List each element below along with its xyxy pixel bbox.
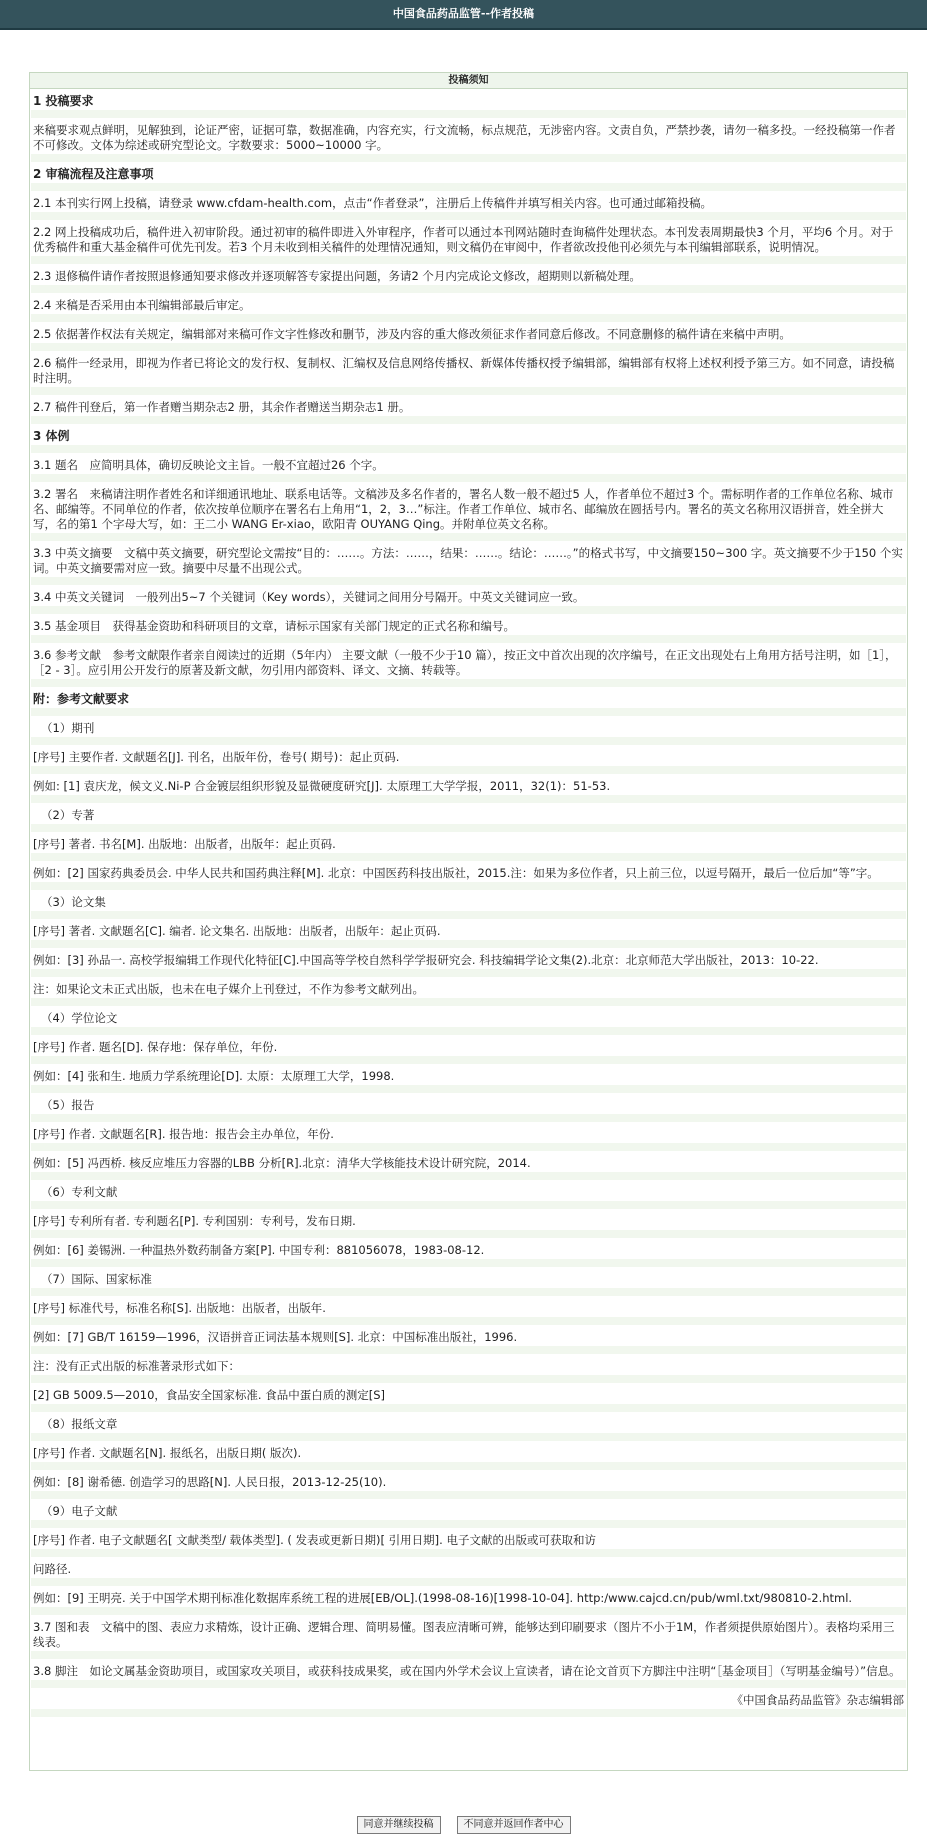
action-buttons [0, 1816, 927, 1834]
notice-paragraph: 3.1 题名 应简明具体，确切反映论文主旨。一般不宜超过26 个字。 [31, 453, 906, 482]
notice-paragraph: [序号] 著者. 书名[M]. 出版地：出版者，出版年：起止页码. [31, 832, 906, 861]
agree-continue-button[interactable]: 同意并继续投稿 [357, 1816, 441, 1834]
notice-paragraph: 3.8 脚注 如论文属基金资助项目，或国家攻关项目，或获科技成果奖，或在国内外学术会议上宣读者，请在论文首页下方脚注中注明“［基金项目］（写明基金编号）”信息。 [31, 1659, 906, 1688]
subsection-label: （8）报纸文章 [31, 1412, 906, 1441]
notice-paragraph: 注：如果论文未正式出版，也未在电子媒介上刊登过，不作为参考文献列出。 [31, 977, 906, 1006]
subsection-label: （4）学位论文 [31, 1006, 906, 1035]
notice-paragraph: 例如：[6] 姜锡洲. 一种温热外数药制备方案[P]. 中国专利：881056078，1983-08-12. [31, 1238, 906, 1267]
notice-paragraph: 例如: [1] 袁庆龙，候文义.Ni-P 合金镀层组织形貌及显微硬度研究[J]. 太原理工大学学报，2011，32(1)：51-53. [31, 774, 906, 803]
subsection-label: （6）专利文献 [31, 1180, 906, 1209]
notice-paragraph: 例如：[9] 王明亮. 关于中国学术期刊标准化数据库系统工程的进展[EB/OL].(1998-08-16)[1998-10-04]. http:/www.cajcd.cn/pub/wml.txt/980810-2.html. [31, 1586, 906, 1615]
top-bar [0, 0, 927, 30]
section-heading: 3 体例 [31, 424, 906, 453]
notice-paragraph: 2.2 网上投稿成功后，稿件进入初审阶段。通过初审的稿件即进入外审程序，作者可以通过本刊网站随时查询稿件处理状态。本刊发表周期最快3 个月，平均6 个月。对于优秀稿件和重大基金稿件可优先刊发。若3 个月未收到相关稿件的处理情况通知，则文稿仍在审阅中，作者欲改投他刊必须先与本刊编辑部联系，说明情况。 [31, 220, 906, 264]
notice-paragraph: 例如：[4] 张和生. 地质力学系统理论[D]. 太原：太原理工大学，1998. [31, 1064, 906, 1093]
notice-paragraph: 3.2 署名 来稿请注明作者姓名和详细通讯地址、联系电话等。文稿涉及多名作者的，署名人数一般不超过5 人，作者单位不超过3 个。需标明作者的工作单位名称、城市名、邮编等。不同单位的作者，依次按单位顺序在署名右上角用“1，2，3…”标注。作者工作单位、城市名、邮编放在圆括号内。署名的英文名称用汉语拼音，姓全拼大写，名的第1 个字母大写，如：王二小 WANG Er-xiao，欧阳青 OUYANG Qing。并附单位英文名称。 [31, 482, 906, 541]
notice-paragraph: 来稿要求观点鲜明，见解独到，论证严密，证据可靠，数据准确，内容充实，行文流畅，标点规范，无涉密内容。文责自负，严禁抄袭，请勿一稿多投。一经投稿第一作者不可修改。文体为综述或研究型论文。字数要求：5000~10000 字。 [31, 118, 906, 162]
subsection-label: （5）报告 [31, 1093, 906, 1122]
notice-paragraph: [序号] 著者. 文献题名[C]. 编者. 论文集名. 出版地：出版者，出版年：起止页码. [31, 919, 906, 948]
notice-paragraph: 注：没有正式出版的标准著录形式如下： [31, 1354, 906, 1383]
notice-paragraph: [序号] 作者. 题名[D]. 保存地：保存单位，年份. [31, 1035, 906, 1064]
notice-paragraph: 3.7 图和表 文稿中的图、表应力求精炼，设计正确、逻辑合理、简明易懂。图表应清晰可辨，能够达到印刷要求（图片不小于1M，作者须提供原始图片）。表格均采用三线表。 [31, 1615, 906, 1659]
notice-rows [30, 89, 907, 1717]
subsection-label: （9）电子文献 [31, 1499, 906, 1528]
notice-paragraph: 问路径. [31, 1557, 906, 1586]
page-title: 中国食品药品监管--作者投稿 [392, 7, 535, 20]
notice-paragraph: [序号] 作者. 文献题名[R]. 报告地：报告会主办单位，年份. [31, 1122, 906, 1151]
notice-paragraph: [序号] 作者. 文献题名[N]. 报纸名，出版日期( 版次). [31, 1441, 906, 1470]
notice-paragraph: [序号] 标准代号，标准名称[S]. 出版地：出版者，出版年. [31, 1296, 906, 1325]
notice-title: 投稿须知 [30, 73, 907, 89]
notice-paragraph: 2.3 退修稿件请作者按照退修通知要求修改并逐项解答专家提出问题，务请2 个月内完成论文修改，超期则以新稿处理。 [31, 264, 906, 293]
notice-paragraph: 2.1 本刊实行网上投稿，请登录 www.cfdam-health.com，点击“作者登录”，注册后上传稿件并填写相关内容。也可通过邮箱投稿。 [31, 191, 906, 220]
notice-paragraph: 3.5 基金项目 获得基金资助和科研项目的文章，请标示国家有关部门规定的正式名称和编号。 [31, 614, 906, 643]
subsection-label: （3）论文集 [31, 890, 906, 919]
section-heading: 附：参考文献要求 [31, 687, 906, 716]
notice-paragraph: 例如：[7] GB/T 16159—1996，汉语拼音正词法基本规则[S]. 北京：中国标准出版社，1996. [31, 1325, 906, 1354]
notice-paragraph: 例如：[3] 孙品一. 高校学报编辑工作现代化特征[C].中国高等学校自然科学学报研究会. 科技编辑学论文集(2).北京：北京师范大学出版社，2013：10-22. [31, 948, 906, 977]
notice-paragraph: 2.5 依据著作权法有关规定，编辑部对来稿可作文字性修改和删节，涉及内容的重大修改须征求作者同意后修改。不同意删修的稿件请在来稿中声明。 [31, 322, 906, 351]
subsection-label: （2）专著 [31, 803, 906, 832]
notice-paragraph: 例如：[8] 谢希德. 创造学习的思路[N]. 人民日报，2013-12-25(10). [31, 1470, 906, 1499]
notice-paragraph: [序号] 主要作者. 文献题名[J]. 刊名，出版年份，卷号( 期号)：起止页码. [31, 745, 906, 774]
notice-paragraph: 2.7 稿件刊登后，第一作者赠当期杂志2 册，其余作者赠送当期杂志1 册。 [31, 395, 906, 424]
notice-paragraph: 3.3 中英文摘要 文稿中英文摘要，研究型论文需按“目的：……。方法：……，结果：……。结论：……。”的格式书写，中文摘要150~300 字。英文摘要不少于150 个实词。中英文摘要需对应一致。摘要中尽量不出现公式。 [31, 541, 906, 585]
notice-paragraph: [序号] 专利所有者. 专利题名[P]. 专利国别：专利号，发布日期. [31, 1209, 906, 1238]
section-heading: 2 审稿流程及注意事项 [31, 162, 906, 191]
subsection-label: （7）国际、国家标准 [31, 1267, 906, 1296]
notice-paragraph: 3.4 中英文关键词 一般列出5~7 个关键词（Key words），关键词之间用分号隔开。中英文关键词应一致。 [31, 585, 906, 614]
section-heading: 1 投稿要求 [31, 89, 906, 118]
subsection-label: （1）期刊 [31, 716, 906, 745]
submission-notice-panel [29, 72, 908, 1771]
disagree-return-button[interactable]: 不同意并返回作者中心 [457, 1816, 571, 1834]
editorial-signature: 《中国食品药品监管》杂志编辑部 [31, 1688, 906, 1717]
notice-paragraph: 例如：[5] 冯西桥. 核反应堆压力容器的LBB 分析[R].北京：清华大学核能技术设计研究院，2014. [31, 1151, 906, 1180]
notice-paragraph: 2.6 稿件一经录用，即视为作者已将论文的发行权、复制权、汇编权及信息网络传播权、新媒体传播权授予编辑部，编辑部有权将上述权利授予第三方。如不同意，请投稿时注明。 [31, 351, 906, 395]
notice-paragraph: [2] GB 5009.5—2010，食品安全国家标准. 食品中蛋白质的测定[S] [31, 1383, 906, 1412]
notice-paragraph: [序号] 作者. 电子文献题名[ 文献类型/ 载体类型]. ( 发表或更新日期)[ 引用日期]. 电子文献的出版或可获取和访 [31, 1528, 906, 1557]
notice-paragraph: 3.6 参考文献 参考文献限作者亲自阅读过的近期（5年内） 主要文献（一般不少于10 篇），按正文中首次出现的次序编号，在正文出现处右上角用方括号注明，如［1］，［2 - 3］。应引用公开发行的原著及新文献，勿引用内部资料、译文、文摘、转载等。 [31, 643, 906, 687]
notice-paragraph: 2.4 来稿是否采用由本刊编辑部最后审定。 [31, 293, 906, 322]
notice-paragraph: 例如：[2] 国家药典委员会. 中华人民共和国药典注释[M]. 北京：中国医药科技出版社，2015.注：如果为多位作者，只上前三位，以逗号隔开，最后一位后加“等”字。 [31, 861, 906, 890]
